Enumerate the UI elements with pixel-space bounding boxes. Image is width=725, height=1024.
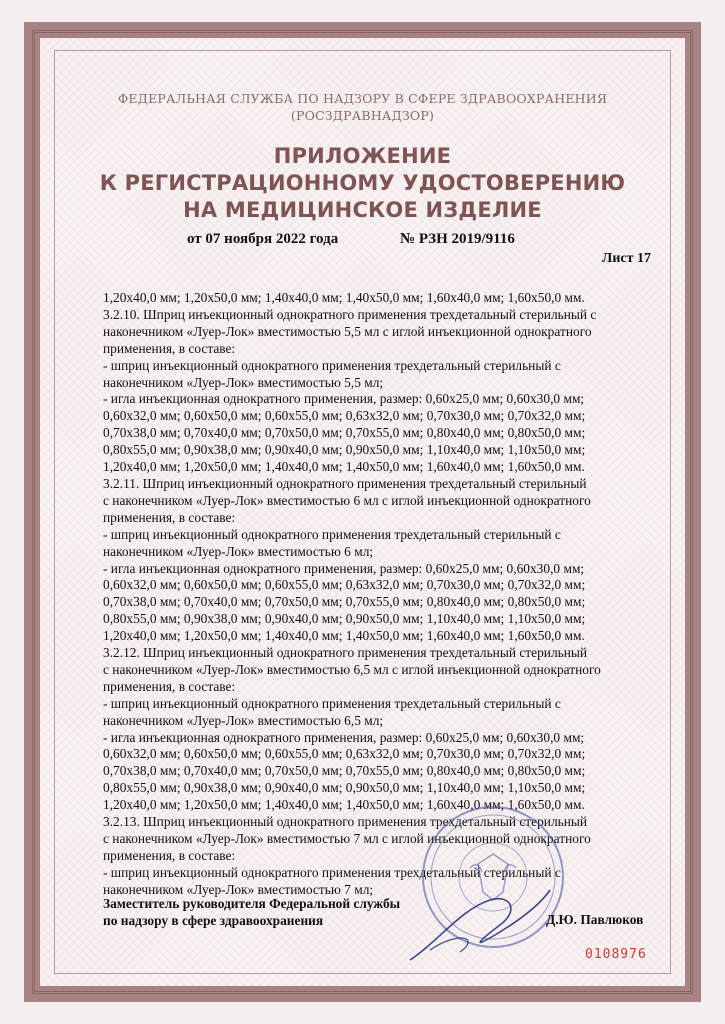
signer-line-2: по надзору в сфере здравоохранения xyxy=(103,913,324,928)
body-line: 3.2.10. Шприц инъекционный однократного применения трехдетальный стерильный с xyxy=(103,306,597,322)
body-line: с наконечником «Луер-Лок» вместимостью 7 мл с иглой инъекционной однократного xyxy=(103,831,591,846)
title-line-3: НА МЕДИЦИНСКОЕ ИЗДЕЛИЕ xyxy=(183,198,542,222)
registration-number: № РЗН 2019/9116 xyxy=(400,231,515,247)
body-line: 1,20x40,0 мм; 1,20x50,0 мм; 1,40x40,0 мм; 1,40x50,0 мм; 1,60x40,0 мм; 1,60x50,0 мм. xyxy=(103,290,585,305)
body-line: наконечником «Луер-Лок» вместимостью 5,5 мл с иглой инъекционной однократного xyxy=(103,323,592,339)
agency-abbr: (РОСЗДРАВНАДЗОР) xyxy=(290,108,435,123)
body-line: 0,60x32,0 мм; 0,60x50,0 мм; 0,60x55,0 мм; 0,63x32,0 мм; 0,70x30,0 мм; 0,70x32,0 мм; xyxy=(103,408,586,424)
body-line: 0,60x32,0 мм; 0,60x50,0 мм; 0,60x55,0 мм; 0,63x32,0 мм; 0,70x30,0 мм; 0,70x32,0 мм; xyxy=(103,577,586,593)
body-line: применения, в составе: xyxy=(103,847,236,863)
body-line: 0,70x38,0 мм; 0,70x40,0 мм; 0,70x50,0 мм; 0,70x55,0 мм; 0,80x40,0 мм; 0,80x50,0 мм; xyxy=(103,763,586,779)
body-line: 0,80x55,0 мм; 0,90x38,0 мм; 0,90x40,0 мм; 0,90x50,0 мм; 1,10x40,0 мм; 1,10x50,0 мм; xyxy=(103,442,586,458)
sheet-number: Лист 17 xyxy=(601,251,651,266)
body-line: применения, в составе: xyxy=(103,509,236,525)
body-line: наконечником «Луер-Лок» вместимостью 5,5 мл; xyxy=(103,374,384,390)
body-line: наконечником «Луер-Лок» вместимостью 6 мл; xyxy=(103,543,374,559)
signer-title xyxy=(103,895,400,929)
title-line-2: К РЕГИСТРАЦИОННОМУ УДОСТОВЕРЕНИЮ xyxy=(99,171,626,195)
body-line: 3.2.11. Шприц инъекционный однократного применения трехдетальный стерильный xyxy=(103,475,587,491)
body-line: 0,70x38,0 мм; 0,70x40,0 мм; 0,70x50,0 мм; 0,70x55,0 мм; 0,80x40,0 мм; 0,80x50,0 мм; xyxy=(103,425,586,441)
body-line: 0,60x32,0 мм; 0,60x50,0 мм; 0,60x55,0 мм; 0,63x32,0 мм; 0,70x30,0 мм; 0,70x32,0 мм; xyxy=(103,746,586,762)
body-line: - игла инъекционная однократного применения, размер: 0,60x25,0 мм; 0,60x30,0 мм; xyxy=(103,560,585,576)
body-line: - игла инъекционная однократного применения, размер: 0,60x25,0 мм; 0,60x30,0 мм; xyxy=(103,391,585,407)
body-line: 0,80x55,0 мм; 0,90x38,0 мм; 0,90x40,0 мм; 0,90x50,0 мм; 1,10x40,0 мм; 1,10x50,0 мм; xyxy=(103,780,586,796)
title-line-1: ПРИЛОЖЕНИЕ xyxy=(273,144,452,168)
body-line: 1,20x40,0 мм; 1,20x50,0 мм; 1,40x40,0 мм; 1,40x50,0 мм; 1,60x40,0 мм; 1,60x50,0 мм. xyxy=(103,628,585,644)
body-line: - шприц инъекционный однократного применения трехдетальный стерильный с xyxy=(103,864,561,880)
issue-date: от 07 ноября 2022 года xyxy=(187,231,339,247)
signer-name: Д.Ю. Павлюков xyxy=(546,912,644,927)
body-line: наконечником «Луер-Лок» вместимостью 6,5 мл; xyxy=(103,712,384,728)
body-line: с наконечником «Луер-Лок» вместимостью 6,5 мл с иглой инъекционной однократного xyxy=(103,661,601,677)
body-line: - шприц инъекционный однократного применения трехдетальный стерильный с xyxy=(103,357,561,373)
serial-number: 0108976 xyxy=(585,947,647,962)
signature-icon xyxy=(400,880,560,970)
body-line: применения, в составе: xyxy=(103,340,236,356)
body-line: 1,20x40,0 мм; 1,20x50,0 мм; 1,40x40,0 мм; 1,40x50,0 мм; 1,60x40,0 мм; 1,60x50,0 мм. xyxy=(103,459,585,475)
body-line: с наконечником «Луер-Лок» вместимостью 6 мл с иглой инъекционной однократного xyxy=(103,492,591,508)
body-line: наконечником «Луер-Лок» вместимостью 7 мл; xyxy=(103,881,374,897)
body-line: - шприц инъекционный однократного применения трехдетальный стерильный с xyxy=(103,526,561,542)
body-line: 0,80x55,0 мм; 0,90x38,0 мм; 0,90x40,0 мм; 0,90x50,0 мм; 1,10x40,0 мм; 1,10x50,0 мм; xyxy=(103,611,586,627)
agency-name: ФЕДЕРАЛЬНАЯ СЛУЖБА ПО НАДЗОРУ В СФЕРЕ ЗДРАВООХРАНЕНИЯ xyxy=(117,91,608,106)
body-line: 1,20x40,0 мм; 1,20x50,0 мм; 1,40x40,0 мм; 1,40x50,0 мм; 1,60x40,0 мм; 1,60x50,0 мм. xyxy=(103,797,585,813)
agency-header xyxy=(60,90,665,124)
signer-line-1: Заместитель руководителя Федеральной службы xyxy=(103,896,401,911)
body-line: применения, в составе: xyxy=(103,678,236,694)
body-line: - шприц инъекционный однократного применения трехдетальный стерильный с xyxy=(103,695,561,711)
document-title xyxy=(40,143,685,224)
body-line: 3.2.12. Шприц инъекционный однократного применения трехдетальный стерильный xyxy=(103,645,588,661)
body-line: - игла инъекционная однократного применения, размер: 0,60x25,0 мм; 0,60x30,0 мм; xyxy=(103,729,585,745)
body-line: 0,70x38,0 мм; 0,70x40,0 мм; 0,70x50,0 мм; 0,70x55,0 мм; 0,80x40,0 мм; 0,80x50,0 мм; xyxy=(103,594,586,610)
body-line: 3.2.13. Шприц инъекционный однократного применения трехдетальный стерильный xyxy=(103,814,588,830)
